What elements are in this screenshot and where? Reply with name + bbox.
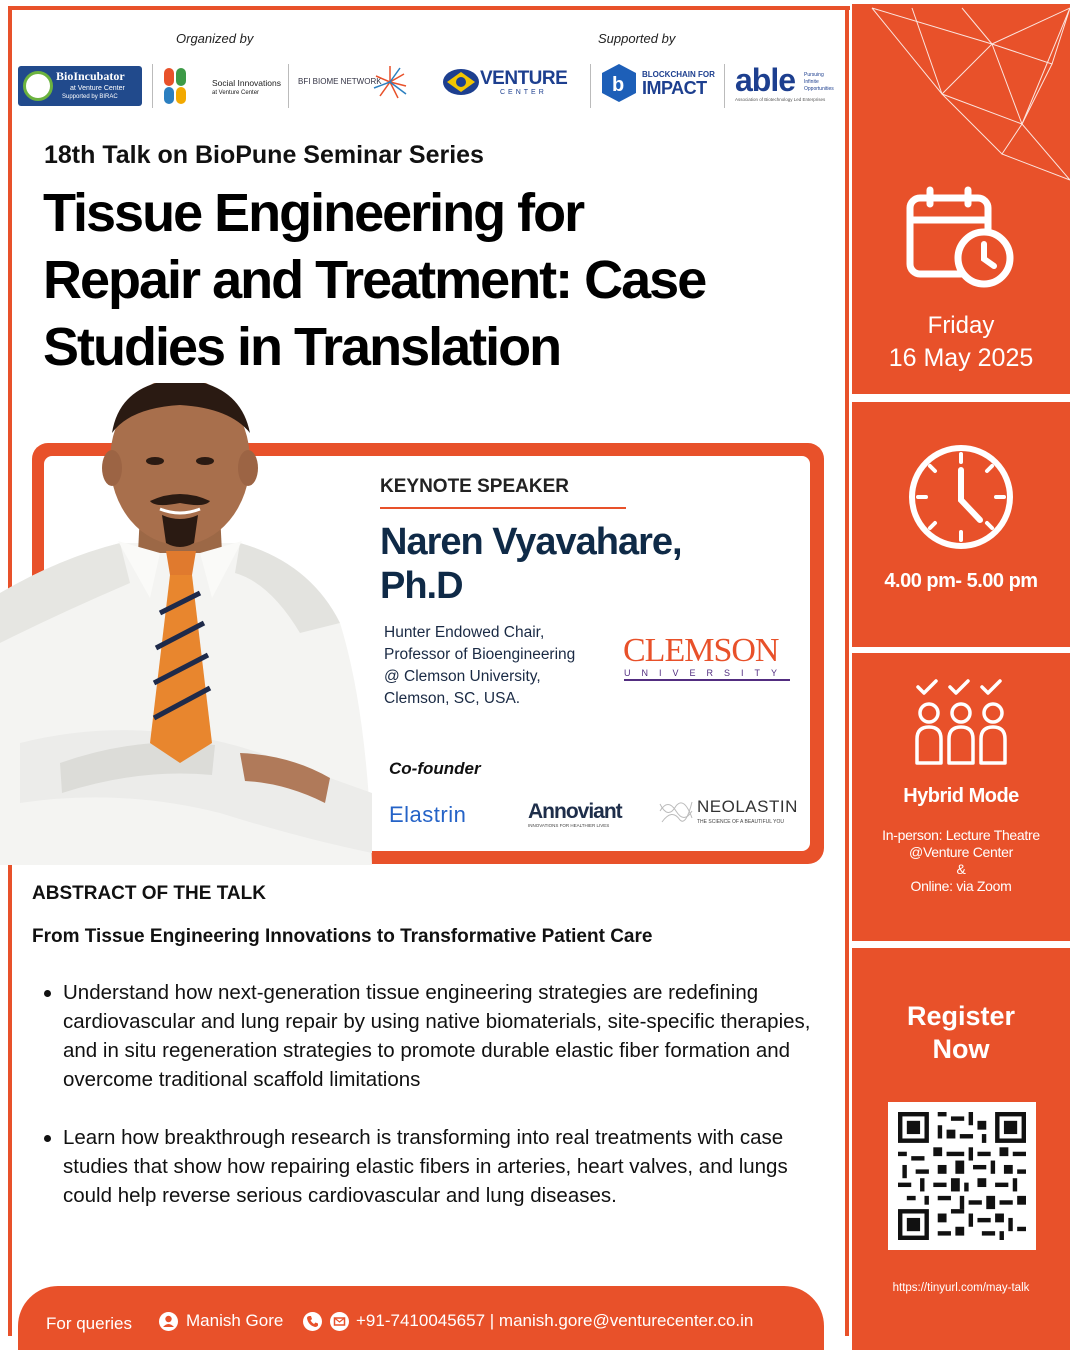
- contact-details[interactable]: +91-7410045657 | manish.gore@venturecenter.co.in: [356, 1311, 754, 1330]
- mode-line: Online: via Zoom: [910, 878, 1012, 894]
- registration-url[interactable]: https://tinyurl.com/may-talk: [892, 1282, 1030, 1294]
- register-line2: Now: [932, 1034, 990, 1064]
- clock-icon: [906, 442, 1016, 552]
- bioincubator-sub: at Venture Center: [70, 85, 125, 92]
- venture-center-sub: CENTER: [500, 89, 547, 96]
- abstract-bullets: [44, 978, 830, 1239]
- qr-pattern: [898, 1112, 1026, 1240]
- divider: [724, 64, 725, 108]
- registration-qr-code[interactable]: [888, 1102, 1036, 1250]
- register-now-heading[interactable]: [852, 1000, 1070, 1066]
- poster-frame-right: [845, 6, 849, 1336]
- contact-name: Manish Gore: [186, 1311, 284, 1330]
- keynote-underline: [380, 507, 626, 509]
- speaker-photo: [0, 383, 372, 865]
- speaker-name-line1: Naren Vyavahare,: [380, 521, 682, 563]
- abstract-bullet: Learn how breakthrough research is transforming into real treatments with case studies that show how repairing elastic fibers in arteries, heart valves, and lungs could help reverse serious cardiovascular and lung diseases.: [44, 1123, 830, 1210]
- able-tag-2: Infinite: [804, 79, 819, 85]
- affiliation-line: Clemson, SC, USA.: [384, 690, 521, 707]
- annoviant-logo: Annoviant: [528, 800, 622, 823]
- annoviant-tagline: INNOVATIONS FOR HEALTHIER LIVES: [528, 823, 610, 828]
- bioincubator-sub2: Supported by BIRAC: [62, 94, 118, 100]
- blockchain-logo-line1: BLOCKCHAIN FOR: [642, 70, 715, 79]
- cofounder-label: Co-founder: [389, 759, 481, 778]
- clemson-logo-sub: UNIVERSITY: [624, 668, 789, 678]
- bfi-biome-logo: BFI BIOME NETWORK: [298, 77, 382, 86]
- mode-line: &: [956, 861, 966, 877]
- talk-title-line: Studies in Translation: [43, 317, 561, 377]
- blockchain-hex-icon: [600, 62, 638, 104]
- phone-icon[interactable]: [303, 1312, 322, 1331]
- blockchain-logo-line2: IMPACT: [642, 78, 707, 98]
- abstract-subheading: From Tissue Engineering Innovations to Transformative Patient Care: [32, 926, 653, 947]
- keynote-speaker-label: KEYNOTE SPEAKER: [380, 476, 569, 497]
- elastrin-logo: Elastrin: [389, 802, 467, 827]
- divider: [152, 64, 153, 108]
- social-innovations-line1: Social Innovations: [212, 78, 281, 88]
- neolastin-fiber-icon: [658, 796, 694, 826]
- able-tag-1: Pursuing: [804, 72, 824, 78]
- speaker-affiliation: [384, 622, 575, 710]
- register-panel: [852, 948, 1070, 1350]
- clemson-logo: CLEMSON: [623, 632, 779, 669]
- able-tag-3: Opportunities: [804, 86, 834, 92]
- talk-title-line: Tissue Engineering for: [43, 183, 584, 243]
- mode-line: @Venture Center: [909, 844, 1013, 860]
- neolastin-logo: NEOLASTIN: [697, 797, 798, 816]
- mode-title: Hybrid Mode: [903, 785, 1019, 807]
- able-tagline: [804, 72, 834, 93]
- affiliation-line: Professor of Bioengineering: [384, 646, 576, 663]
- series-title: 18th Talk on BioPune Seminar Series: [44, 141, 484, 169]
- event-time: 4.00 pm- 5.00 pm: [884, 570, 1038, 592]
- social-innovations-line2: at Venture Center: [212, 90, 260, 96]
- time-panel: [852, 402, 1070, 647]
- abstract-heading: ABSTRACT OF THE TALK: [32, 883, 266, 904]
- venture-center-logo: VENTURE: [480, 68, 568, 89]
- supported-by-label: Supported by: [598, 31, 676, 46]
- talk-title: [43, 180, 843, 381]
- queries-label: For queries: [46, 1314, 132, 1333]
- neolastin-tagline: THE SCIENCE OF A BEAUTIFUL YOU: [697, 819, 784, 825]
- bfi-burst-icon: [372, 64, 408, 100]
- clemson-underline: [624, 679, 790, 681]
- attendees-check-icon: [914, 677, 1010, 767]
- able-subtitle: Association of Biotechnology Led Enterprises: [735, 97, 826, 102]
- social-innovations-logo: [212, 78, 281, 98]
- mode-panel: [852, 653, 1070, 941]
- email-icon[interactable]: [330, 1312, 349, 1331]
- bioincubator-title: BioIncubator: [56, 69, 125, 83]
- affiliation-line: @ Clemson University,: [384, 668, 541, 685]
- register-line1: Register: [906, 1001, 1016, 1031]
- bioincubator-logo: [18, 66, 142, 106]
- talk-title-line: Repair and Treatment: Case: [43, 250, 706, 310]
- date-panel: [852, 4, 1070, 394]
- calendar-clock-icon: [904, 186, 1016, 290]
- affiliation-line: Hunter Endowed Chair,: [384, 624, 545, 641]
- speaker-name: [380, 520, 800, 608]
- contact-footer: [18, 1286, 824, 1350]
- person-icon: [159, 1312, 178, 1331]
- event-day: Friday: [927, 312, 995, 339]
- svg-text:b: b: [612, 74, 625, 96]
- abstract-bullet: Understand how next-generation tissue engineering strategies are redefining cardiovascular and lung repair by using native biomaterials, site-specific therapies, and in situ regeneration strategies to promote durable elastic fiber formation and overcome traditional scaffold limitations: [44, 978, 830, 1094]
- divider: [288, 64, 289, 108]
- leaf-icon: [23, 71, 53, 101]
- divider: [590, 64, 591, 108]
- event-date: 16 May 2025: [888, 344, 1034, 372]
- geometric-decoration: [852, 4, 1070, 184]
- speaker-name-line2: Ph.D: [380, 565, 463, 607]
- venture-center-icon: [442, 66, 480, 98]
- event-sidebar: [852, 0, 1080, 1350]
- mode-line: In-person: Lecture Theatre: [882, 827, 1040, 843]
- social-innovations-icon: [160, 66, 210, 106]
- organized-by-label: Organized by: [176, 31, 254, 46]
- able-logo: able: [735, 62, 796, 98]
